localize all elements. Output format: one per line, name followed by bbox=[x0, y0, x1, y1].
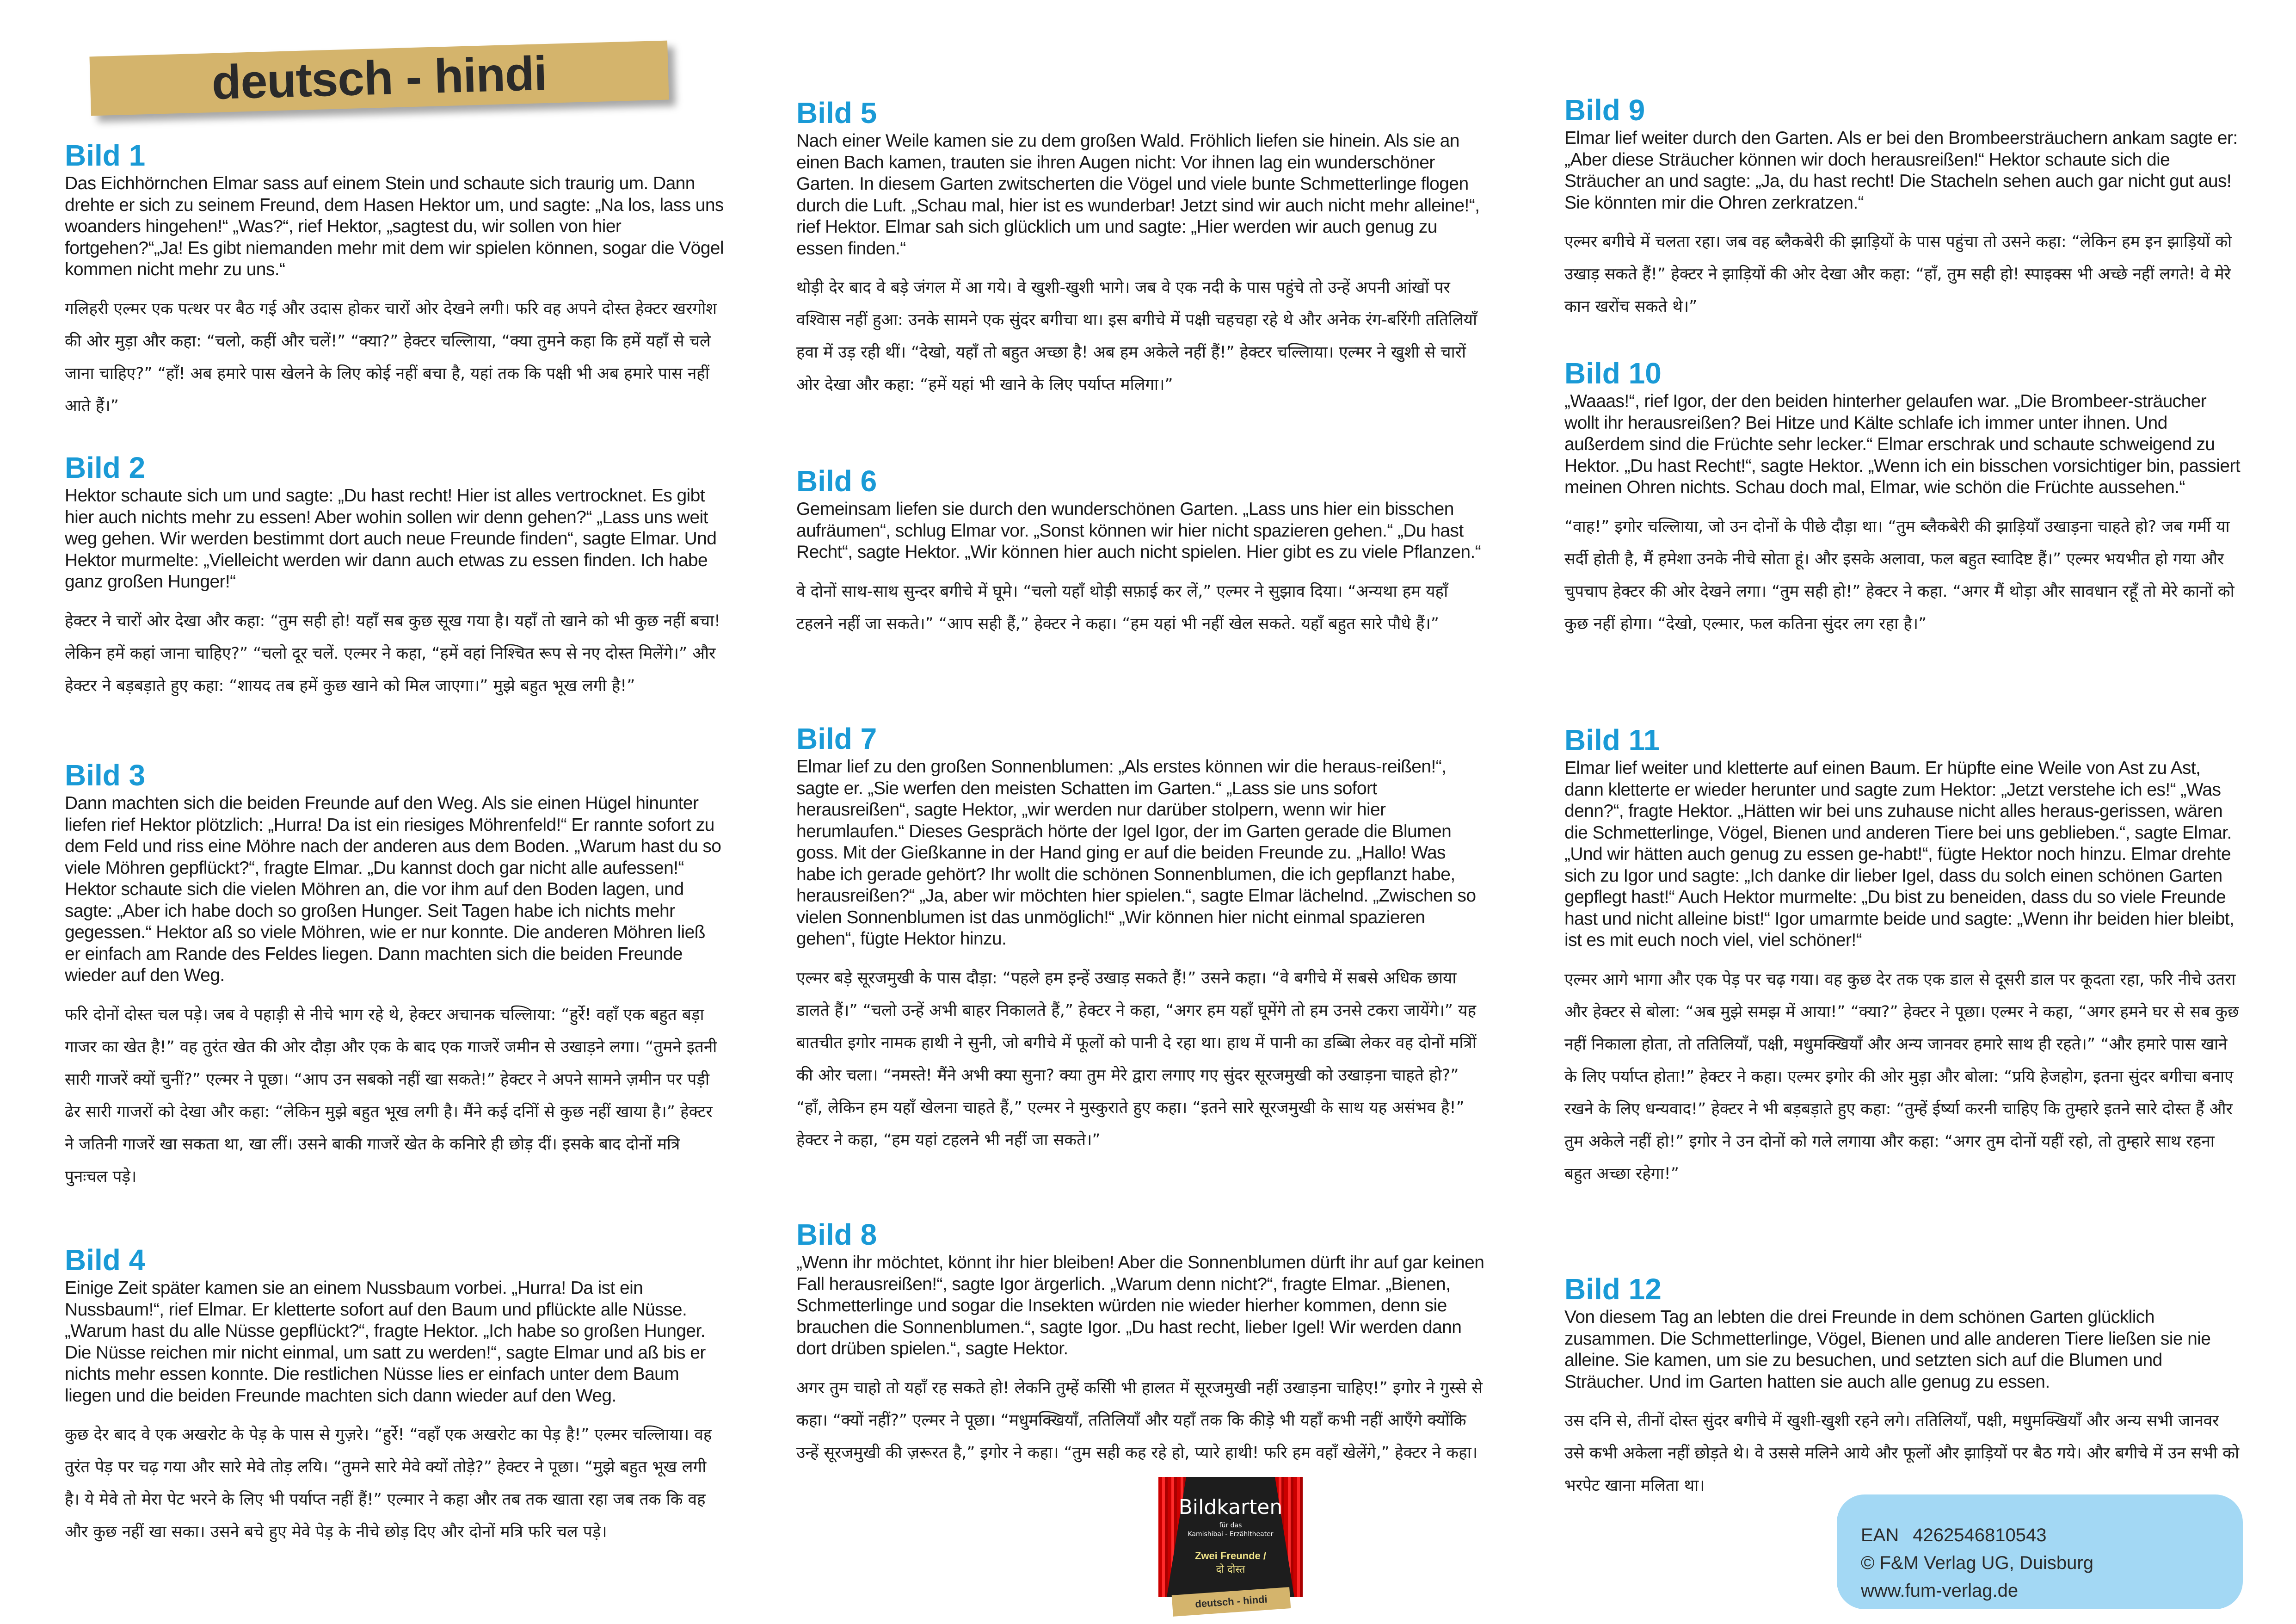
section-heading: Bild 7 bbox=[796, 722, 877, 755]
german-text: Von diesem Tag an lebten die drei Freunde in dem schönen Garten glücklich zusammen. Die Schmetterlinge, Vögel, Bienen und alle anderen Tiere ließen sie nie alleine. Sie kamen, um sie zu besuchen, und setzten sich auf die Blumen und Sträucher. Und im Garten hatten sie auch alle genug zu essen. bbox=[1564, 1307, 2211, 1392]
section-bild-9 bbox=[1564, 93, 2242, 323]
section-heading: Bild 1 bbox=[65, 139, 146, 172]
hindi-text: फरि दोनों दोस्त चल पड़े। जब वे पहाड़ी से नीचे भाग रहे थे, हेक्टर अचानक चल्लिाया: “हुर्रे! वहाँ एक बहुत बड़ा गाजर का खेत है!” वह तुरंत खेत की ओर दौड़ा और एक के बाद एक गाजरें जमीन से उखाड़ने लगा। “तुमने इतनी सारी गाजरें क्यों चुनीं?” एल्मर ने पूछा। “आप उन सबको नहीं खा सकते!” हेक्टर ने अपने सामने ज़मीन पर पड़ी ढेर सारी गाजरों को देखा और कहा: “लेकिन मुझे बहुत भूख लगी है। मैंने कई दनिों से कुछ नहीं खाया है।” हेक्टर ने जतिनी गाजरें खा सकता था, खा लीं। उसने बाकी गाजरें खेत के कनिारे ही छोड़ दीं। इसके बाद दोनों मत्रि पुनःचल पड़े। bbox=[65, 1005, 717, 1186]
german-text: Das Eichhörnchen Elmar sass auf einem Stein und schaute sich traurig um. Dann drehte er sich zu seinem Freund, dem Hasen Hektor um, und sagte: „Na los, lass uns woanders hingehen!“ „Was?“, rief Hektor, „sagtest du, wir sollen von hier fortgehen?“„Ja! Es gibt niemanden mehr mit dem wir spielen können, sogar die Vögel kommen nicht mehr zu uns.“ bbox=[65, 173, 724, 279]
section-bild-4 bbox=[65, 1243, 724, 1548]
hindi-text: अगर तुम चाहो तो यहाँ रह सकते हो! लेकनि तुम्हें कसिी भी हालत में सूरजमुखी नहीं उखाड़ना चाहिए!” इगोर ने गुस्से से कहा। “क्यों नहीं?” एल्मर ने पूछा। “मधुमक्खियाँ, ततिलियाँ और यहाँ तक कि कीड़े भी यहाँ कभी नहीं आएँगे क्योंकि उन्हें सूरजमुखी की ज़रूरत है,” इगोर ने कहा। “तुम सही कह रहे हो, प्यारे हाथी! फरि हम वहाँ खेलेंगे,” हेक्टर ने कहा। bbox=[796, 1378, 1483, 1462]
publisher-name: © F&M Verlag UG, Duisburg bbox=[1861, 1553, 2093, 1573]
german-text: Nach einer Weile kamen sie zu dem großen Wald. Fröhlich liefen sie hinein. Als sie an einen Bach kamen, trauten sie ihren Augen nicht: Vor ihnen lag ein wunderschöner Garten. In diesem Garten zwitscherten die Vögel und viele bunte Schmetterlinge flogen durch die Luft. „Schau mal, hier ist es wunderbar! Jetzt sind wir auch nicht mehr alleine!“, rief Hektor. Elmar sah sich glücklich um und sagte: „Hier werden wir auch genug zu essen finden.“ bbox=[796, 131, 1480, 259]
section-bild-2 bbox=[65, 451, 724, 702]
section-heading: Bild 3 bbox=[65, 759, 146, 792]
section-bild-6 bbox=[796, 464, 1488, 640]
german-text: Elmar lief weiter durch den Garten. Als er bei den Brombeersträuchern ankam sagte er: „Aber diese Sträucher können wir doch herausreißen!“ Hektor schaute sich die Sträucher an und sagte: „Ja, du hast recht! Die Stacheln sehen auch gar nicht gut aus! Sie könnten mir die Ohren zerkratzen.“ bbox=[1564, 128, 2238, 213]
logo-book-title-hi: दो दोस्त bbox=[1216, 1564, 1245, 1575]
hindi-text: “वाह!” इगोर चल्लिाया, जो उन दोनों के पीछे दौड़ा था। “तुम ब्लैकबेरी की झाड़ियाँ उखाड़ना चाहते हो? जब गर्मी या सर्दी होती है, मैं हमेशा उनके नीचे सोता हूं। और इसके अलावा, फल बहुत स्वादिष्ट हैं।” एल्मर भयभीत हो गया और चुपचाप हेक्टर की ओर देखने लगा। “तुम सही हो!” हेक्टर ने कहा. “अगर मैं थोड़ा और सावधान रहूँ तो मेरे कानों को कुछ नहीं होगा। “देखो, एल्मार, फल कतिना सुंदर लग रहा है।” bbox=[1564, 517, 2234, 633]
german-text: Dann machten sich die beiden Freunde auf den Weg. Als sie einen Hügel hinunter liefen rief Hektor plötzlich: „Hurra! Da ist ein riesiges Möhrenfeld!“ Er rannte sofort zu dem Feld und riss eine Möhre nach der anderen aus dem Boden. „Warum hast du so viele Möhren gepflückt?“, fragte Elmar. „Du kannst doch gar nicht alle aufessen!“ Hektor schaute sich die vielen Möhren an, die vor ihm auf den Boden lagen, und sagte: „Aber ich habe doch so großen Hunger. Seit Tagen habe ich nichts mehr gegessen.“ Hektor aß so viele Möhren, wie er nur konnte. Die anderen Möhren ließ er einfach am Rande des Feldes liegen. Dann machten sich die beiden Freunde wieder auf den Weg. bbox=[65, 793, 721, 985]
german-text: Elmar lief weiter und kletterte auf einen Baum. Er hüpfte eine Weile von Ast zu Ast, dann kletterte er wieder herunter und sagte zum Hektor: „Jetzt verstehe ich es!“ „Was denn?“, fragte Hektor. „Hätten wir bei uns zuhause nicht alles heraus-gerissen, wären die Schmetterlinge, Vögel, Bienen und anderen Tiere bei uns geblieben.“, sagte Elmar. „Und wir hätten auch genug zu essen ge-habt!“, fügte Hektor noch hinzu. Elmar drehte sich zu Igor und sagte: „Ich danke dir lieber Igel, dass du solch einen schönen Garten gepflegt hast!“ Auch Hektor murmelte: „Du bist zu beneiden, dass du so viele Freunde hast und nicht alleine bist!“ Igor umarmte beide und sagte: „Wenn ihr beiden hier bleibt, ist es mit euch noch viel, viel schöner!“ bbox=[1564, 758, 2234, 950]
section-bild-3 bbox=[65, 759, 724, 1193]
section-bild-11 bbox=[1564, 723, 2242, 1190]
section-heading: Bild 12 bbox=[1564, 1272, 1662, 1306]
section-heading: Bild 6 bbox=[796, 464, 877, 498]
section-heading: Bild 8 bbox=[796, 1218, 877, 1251]
hindi-text: उस दनि से, तीनों दोस्त सुंदर बगीचे में खुशी-खुशी रहने लगे। ततिलियाँ, पक्षी, मधुमक्खियाँ और अन्य सभी जानवर उसे कभी अकेला नहीं छोड़ते थे। वे उससे मलिने आये और फूलों और झाड़ियों पर बैठ गये। और बगीचे में उन सभी को भरपेट खाना मलिता था। bbox=[1564, 1412, 2240, 1495]
hindi-text: हेक्टर ने चारों ओर देखा और कहा: “तुम सही हो! यहाँ सब कुछ सूख गया है। यहाँ तो खाने को भी कुछ नहीं बचा! लेकिन हमें कहां जाना चाहिए?” “चलो दूर चलें. एल्मर ने कहा, “हमें वहां निश्चित रूप से नए दोस्त मिलेंगे।” और हेक्टर ने बड़बड़ाते हुए कहा: “शायद तब हमें कुछ खाने को मिल जाएगा।” मुझे बहुत भूख लगी है!” bbox=[65, 611, 721, 695]
hindi-text: वे दोनों साथ-साथ सुन्दर बगीचे में घूमे। “चलो यहाँ थोड़ी सफ़ाई कर लें,” एल्मर ने सुझाव दिया। “अन्यथा हम यहाँ टहलने नहीं जा सकते।” “आप सही हैं,” हेक्टर ने कहा। “हम यहां भी नहीं खेल सकते. यहाँ बहुत सारे पौधे हैं।” bbox=[796, 582, 1448, 633]
section-heading: Bild 4 bbox=[65, 1243, 146, 1277]
section-heading: Bild 5 bbox=[796, 96, 877, 130]
hindi-text: गलिहरी एल्मर एक पत्थर पर बैठ गई और उदास होकर चारों ओर देखने लगी। फरि वह अपने दोस्त हेक्टर खरगोश की ओर मुड़ा और कहा: “चलो, कहीं और चलें!” “क्या?” हेक्टर चल्लिाया, “क्या तुमने कहा कि हमें यहाँ से चले जाना चाहिए?” “हाँ! अब हमारे पास खेलने के लिए कोई नहीं बचा है, यहां तक कि पक्षी भी अब हमारे पास नहीं आते हैं।” bbox=[65, 299, 717, 415]
section-bild-10 bbox=[1564, 357, 2242, 640]
hindi-text: थोड़ी देर बाद वे बड़े जंगल में आ गये। वे खुशी-खुशी भागे। जब वे एक नदी के पास पहुंचे तो उन्हें अपनी आंखों पर वश्विास नहीं हुआ: उनके सामने एक सुंदर बगीचा था। इस बगीचे में पक्षी चहचहा रहे थे और अनेक रंग-बरिंगी ततिलियाँ हवा में उड़ रही थीं। “देखो, यहाँ तो बहुत अच्छा है! अब हम अकेले नहीं हैं!” हेक्टर चल्लिाया। एल्मर ने खुशी से चारों ओर देखा और कहा: “हमें यहां भी खाने के लिए पर्याप्त मलिगा।” bbox=[796, 278, 1477, 394]
section-bild-5 bbox=[796, 96, 1488, 401]
hindi-text: एल्मर बड़े सूरजमुखी के पास दौड़ा: “पहले हम इन्हें उखाड़ सकते हैं!” उसने कहा। “वे बगीचे में सबसे अधिक छाया डालते हैं।” “चलो उन्हें अभी बाहर निकालते हैं,” हेक्टर ने कहा, “अगर हम यहाँ घूमेंगे तो हम उनसे टकरा जायेंगे।” यह बातचीत इगोर नामक हाथी ने सुनी, जो बगीचे में फूलों को पानी दे रहा था। हाथ में पानी का डब्बिा लेकर वह दोनों मत्रिों की ओर चला। “नमस्ते! मैंने अभी क्या सुना? क्या तुम मेरे द्वारा लगाए गए सुंदर सूरजमुखी को उखाड़ना चाहते हो?” “हाँ, लेकिन हम यहाँ खेलना चाहते हैं,” एल्मर ने मुस्कुराते हुए कहा। “इतने सारे सूरजमुखी के साथ यह असंभव है!” हेक्टर ने कहा, “हम यहां टहलने भी नहीं जा सकते।” bbox=[796, 969, 1477, 1149]
section-heading: Bild 11 bbox=[1564, 723, 1660, 757]
section-bild-12 bbox=[1564, 1272, 2242, 1502]
logo-line3: Kamishibai - Erzähltheater bbox=[1188, 1531, 1274, 1538]
ean-number: 4262546810543 bbox=[1913, 1525, 2047, 1545]
german-text: Hektor schaute sich um und sagte: „Du hast recht! Hier ist alles vertrocknet. Es gibt hier auch nichts mehr zu essen! Aber wohin sollen wir denn gehen?“ „Lass uns weit weg gehen. Wir werden bestimmt dort auch neue Freunde finden“, sagte Elmar. Und Hektor murmelte: „Vielleicht werden wir dann auch etwas zu essen finden. Ich habe ganz großen Hunger!“ bbox=[65, 486, 717, 592]
german-text: Gemeinsam liefen sie durch den wunderschönen Garten. „Lass uns hier ein bisschen aufräumen“, schlug Elmar vor. „Sonst können wir hier nicht spazieren gehen.“ „Du hast Recht“, sagte Hektor. „Wir können hier auch nicht spielen. Hier gibt es zu viele Pflanzen.“ bbox=[796, 499, 1481, 562]
german-text: Einige Zeit später kamen sie an einem Nussbaum vorbei. „Hurra! Da ist ein Nussbaum!“, rief Elmar. Er kletterte sofort auf den Baum und pflückte alle Nüsse. „Warum hast du alle Nüsse gepflückt?“, fragte Hektor. „Ich habe so großen Hunger. Die Nüsse reichen mir nicht einmal, um satt zu werden!“, sagte Elmar und aß bis er nichts mehr essen konnte. Die restlichen Nüsse lies er einfach unter dem Baum liegen und die beiden Freunde machten sich dann wieder auf den Weg. bbox=[65, 1278, 706, 1406]
section-bild-1 bbox=[65, 139, 724, 422]
hindi-text: एल्मर आगे भागा और एक पेड़ पर चढ़ गया। वह कुछ देर तक एक डाल से दूसरी डाल पर कूदता रहा, फरि नीचे उतरा और हेक्टर से बोला: “अब मुझे समझ में आया!” “क्या?” हेक्टर ने पूछा। एल्मर ने कहा, “अगर हमने घर से सब कुछ नहीं निकाला होता, तो ततिलियाँ, पक्षी, मधुमक्खियाँ और अन्य जानवर हमारे साथ ही रहते।” “और हमारे पास खाने के लिए पर्याप्त होता!” हेक्टर ने कहा। एल्मर इगोर की ओर मुड़ा और बोला: “प्रयि हेजहोग, इतना सुंदर बगीचा बनाए रखने के लिए धन्यवाद!” हेक्टर ने भी बड़बड़ाते हुए कहा: “तुम्हें ईर्ष्या करनी चाहिए कि तुम्हारे इतने सारे दोस्त हैं और तुम अकेले नहीं हो!” इगोर ने उन दोनों को गले लगाया और कहा: “अगर तुम दोनों यहीं रहो, तो तुम्हारे साथ रहना बहुत अच्छा रहेगा!” bbox=[1564, 970, 2239, 1183]
book-cover-logo bbox=[1158, 1477, 1303, 1597]
page-title: deutsch - hindi bbox=[211, 46, 548, 110]
ean-line bbox=[1861, 1521, 2243, 1549]
logo-book-title-de: Zwei Freunde / bbox=[1194, 1550, 1267, 1562]
ean-label: EAN bbox=[1861, 1525, 1899, 1545]
logo-language-tag: deutsch - hindi bbox=[1172, 1587, 1291, 1617]
section-heading: Bild 10 bbox=[1564, 357, 1662, 390]
section-heading: Bild 9 bbox=[1564, 93, 1645, 127]
logo-title: Bildkarten bbox=[1178, 1495, 1283, 1519]
logo-line2: für das bbox=[1219, 1522, 1242, 1529]
section-bild-8 bbox=[796, 1218, 1488, 1469]
section-heading: Bild 2 bbox=[65, 451, 146, 484]
german-text: „Wenn ihr möchtet, könnt ihr hier bleiben! Aber die Sonnenblumen dürft ihr auf gar keinen Fall herausreißen!“, sagte Igor ärgerlich. „Warum denn nicht?“, fragte Elmar. „Bienen, Schmetterlinge und sogar die Insekten würden nie wieder hierher kommen, denn sie brauchen die Sonnenblumen.“, sagte Igor. „Du hast recht, lieber Igel! Wir werden dann dort drüben spielen.“, sagte Hektor. bbox=[796, 1253, 1484, 1358]
title-banner bbox=[89, 41, 669, 116]
hindi-text: कुछ देर बाद वे एक अखरोट के पेड़ के पास से गुज़रे। “हुर्रे! “वहाँ एक अखरोट का पेड़ है!” एल्मर चल्लिाया। वह तुरंत पेड़ पर चढ़ गया और सारे मेवे तोड़ लयि। “तुमने सारे मेवे क्यों तोड़े?” हेक्टर ने पूछा। “मुझे बहुत भूख लगी है। ये मेवे तो मेरा पेट भरने के लिए भी पर्याप्त नहीं हैं!” एल्मार ने कहा और तब तक खाता रहा जब तक कि वह और कुछ नहीं खा सका। उसने बचे हुए मेवे पेड़ के नीचे छोड़ दिए और दोनों मत्रि फरि चल पड़े। bbox=[65, 1426, 712, 1541]
section-bild-7 bbox=[796, 722, 1488, 1156]
german-text: Elmar lief zu den großen Sonnenblumen: „Als erstes können wir die heraus-reißen!“, sagte er. „Sie werfen den meisten Schatten im Garten.“ „Lass sie uns sofort herausreißen“, sagte Hektor, „wir werden nur darüber stolpern, wenn wir hier herumlaufen.“ Dieses Gespräch hörte der Igel Igor, der im Garten gerade die Blumen goss. Mit der Gießkanne in der Hand ging er auf die beiden Freunde zu. „Hallo! Was habe ich gerade gehört? Ihr wollt die schönen Sonnenblumen, die ich gepflanzt habe, herausreißen?“ „Ja, aber wir möchten hier spielen.“, sagte Elmar lächelnd. „Zwischen so vielen Sonnenblumen ist das unmöglich!“ „Wir können hier nicht einmal spazieren gehen“, fügte Hektor hinzu. bbox=[796, 757, 1476, 949]
german-text: „Waaas!“, rief Igor, der den beiden hinterher gelaufen war. „Die Brombeer-sträucher wollt ihr herausreißen? Bei Hitze und Kälte schlafe ich immer unter ihnen. Und außerdem sind die Früchte sehr lecker.“ Elmar erschrak und schaute schweigend zu Hektor. „Du hast Recht!“, sagte Hektor. „Wenn ich ein bisschen vorsichtiger bin, passiert meinen Ohren nichts. Schau doch mal, Elmar, wie schön die Früchte aussehen.“ bbox=[1564, 391, 2241, 497]
publisher-website: www.fum-verlag.de bbox=[1861, 1581, 2019, 1601]
hindi-text: एल्मर बगीचे में चलता रहा। जब वह ब्लैकबेरी की झाड़ियों के पास पहुंचा तो उसने कहा: “लेकिन हम इन झाड़ियों को उखाड़ सकते हैं!” हेक्टर ने झाड़ियों की ओर देखा और कहा: “हाँ, तुम सही हो! स्पाइक्स भी अच्छे नहीं लगते! वे मेरे कान खरोंच सकते थे।” bbox=[1564, 233, 2232, 316]
publisher-info-box bbox=[1837, 1494, 2243, 1609]
